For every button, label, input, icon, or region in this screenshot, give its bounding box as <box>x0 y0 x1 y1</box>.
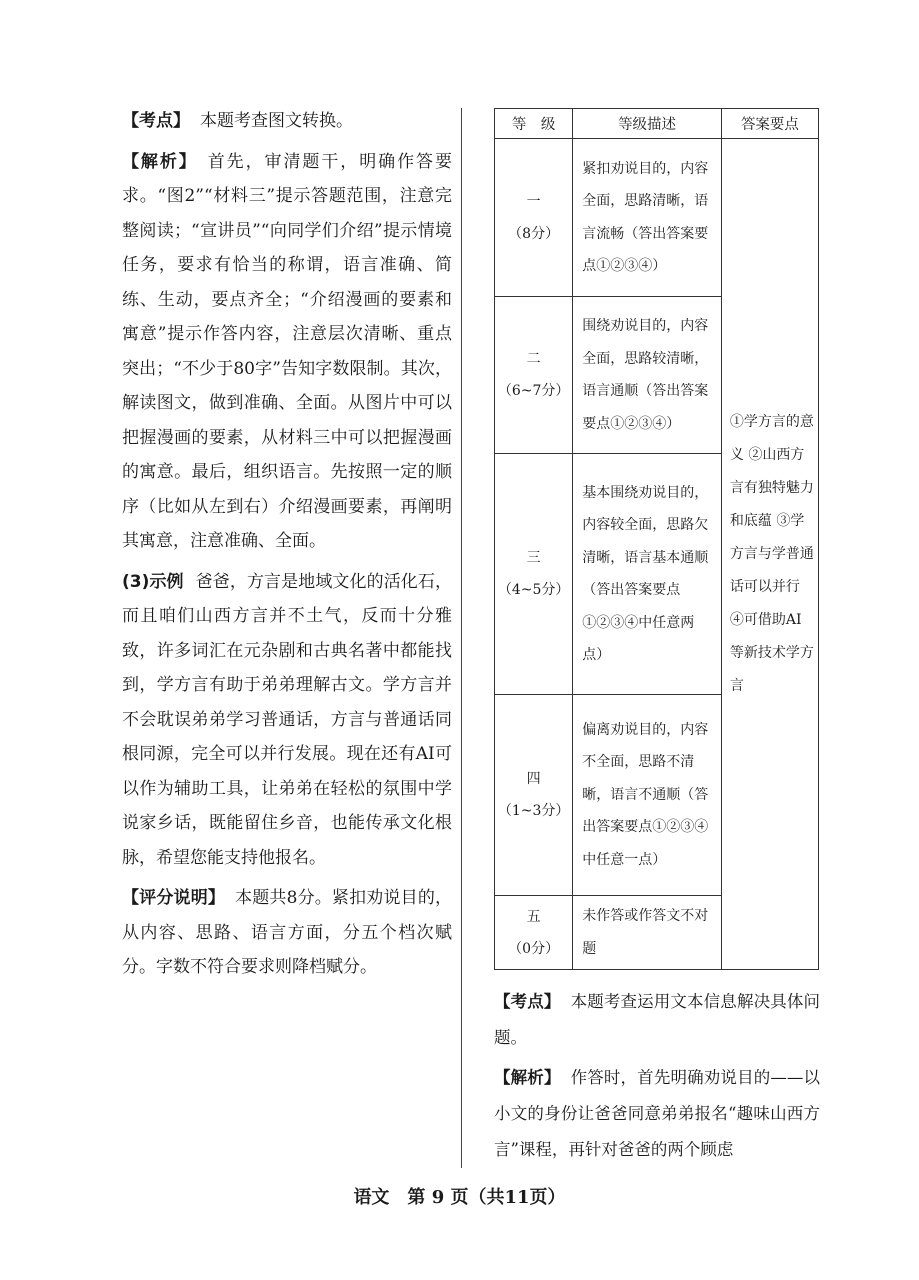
right-column <box>494 108 820 1172</box>
kaodian-text: 本题考查图文转换。 <box>200 111 353 131</box>
example-label: (3)示例 <box>122 571 184 592</box>
level-score: （8分） <box>508 225 560 242</box>
level-name: 五 <box>526 908 541 925</box>
column-divider <box>461 108 462 1168</box>
table-header-row <box>495 109 819 139</box>
pingfen-text: 本题共8分。紧扣劝说目的，从内容、思路、语言方面，分五个档次赋分。字数不符合要求则降档赋分。 <box>122 888 452 977</box>
level-score: （4~5分） <box>497 582 570 598</box>
example-paragraph <box>122 565 452 876</box>
level-score: （0分） <box>508 940 560 957</box>
jiexi-label: 【解析】 <box>122 151 198 172</box>
grading-table <box>494 108 819 970</box>
level-cell <box>495 139 573 297</box>
jiexi-paragraph-right <box>494 1060 820 1168</box>
jiexi-text: 首先，审清题干，明确作答要求。“图2”“材料三”提示答题范围，注意完整阅读；“宣讲员”“向同学们介绍”提示情境任务，要求有恰当的称谓，语言准确、简练、生动，要点齐全；“介绍漫画的要素和寓意”提示作答内容，注意层次清晰、重点突出；“不少于80字”告知字数限制。其次，解读图文，做到准确、全面。从图片中可以把握漫画的要素，从材料三中可以把握漫画的寓意。最后，组织语言。先按照一定的顺序（比如从左到右）介绍漫画要素，再阐明其寓意，注意准确、全面。 <box>122 151 452 551</box>
level-name: 一 <box>526 193 541 210</box>
level-description: 未作答或作答文不对题 <box>573 896 722 970</box>
kaodian-text-right: 本题考查运用文本信息解决具体问题。 <box>494 992 821 1047</box>
level-description: 紧扣劝说目的，内容全面，思路清晰，语言流畅（答出答案要点①②③④） <box>573 139 722 297</box>
header-key-points: 答案要点 <box>721 109 818 139</box>
level-score: （1~3分） <box>497 803 570 819</box>
pingfen-paragraph <box>122 881 452 985</box>
level-name: 三 <box>526 550 541 566</box>
jiexi-text-right: 作答时，首先明确劝说目的——以小文的身份让爸爸同意弟弟报名“趣味山西方言”课程，再针对爸爸的两个顾虑 <box>494 1068 821 1159</box>
kaodian-paragraph-right <box>494 984 820 1056</box>
level-name: 二 <box>526 351 541 367</box>
jiexi-label-right: 【解析】 <box>494 1068 561 1087</box>
example-text: 爸爸，方言是地域文化的活化石，而且咱们山西方言并不土气，反而十分雅致，许多词汇在元杂剧和古典名著中都能找到，学方言有助于弟弟理解古文。学方言并不会耽误弟弟学习普通话，方言与普通话同根同源，完全可以并行发展。现在还有AI可以作为辅助工具，让弟弟在轻松的氛围中学说家乡话，既能留住乡音，也能传承文化根脉，希望您能支持他报名。 <box>122 571 452 868</box>
header-level: 等 级 <box>495 109 573 139</box>
key-points-cell: ①学方言的意义 ②山西方言有独特魅力和底蕴 ③学方言与学普通话可以并行 ④可借助AI等新技术学方言 <box>721 139 818 970</box>
page-footer: 语文 第 9 页（共11页） <box>353 1187 566 1208</box>
level-description: 偏离劝说目的，内容不全面，思路不清晰，语言不通顺（答出答案要点①②③④中任意一点） <box>573 695 722 896</box>
right-analysis <box>494 984 820 1168</box>
level-cell <box>495 297 573 454</box>
level-description: 围绕劝说目的，内容全面，思路较清晰，语言通顺（答出答案要点①②③④） <box>573 297 722 454</box>
left-column <box>122 104 452 991</box>
table-row <box>495 139 819 297</box>
level-cell <box>495 454 573 695</box>
level-score: （6~7分） <box>497 383 570 399</box>
level-cell <box>495 896 573 970</box>
kaodian-label-right: 【考点】 <box>494 992 561 1011</box>
kaodian-label: 【考点】 <box>122 111 190 131</box>
jiexi-paragraph <box>122 145 452 559</box>
level-name: 四 <box>526 771 541 787</box>
header-description: 等级描述 <box>573 109 722 139</box>
kaodian-paragraph <box>122 104 452 139</box>
level-cell <box>495 695 573 896</box>
level-description: 基本围绕劝说目的，内容较全面，思路欠清晰，语言基本通顺（答出答案要点①②③④中任意两点） <box>573 454 722 695</box>
pingfen-label: 【评分说明】 <box>122 888 226 908</box>
